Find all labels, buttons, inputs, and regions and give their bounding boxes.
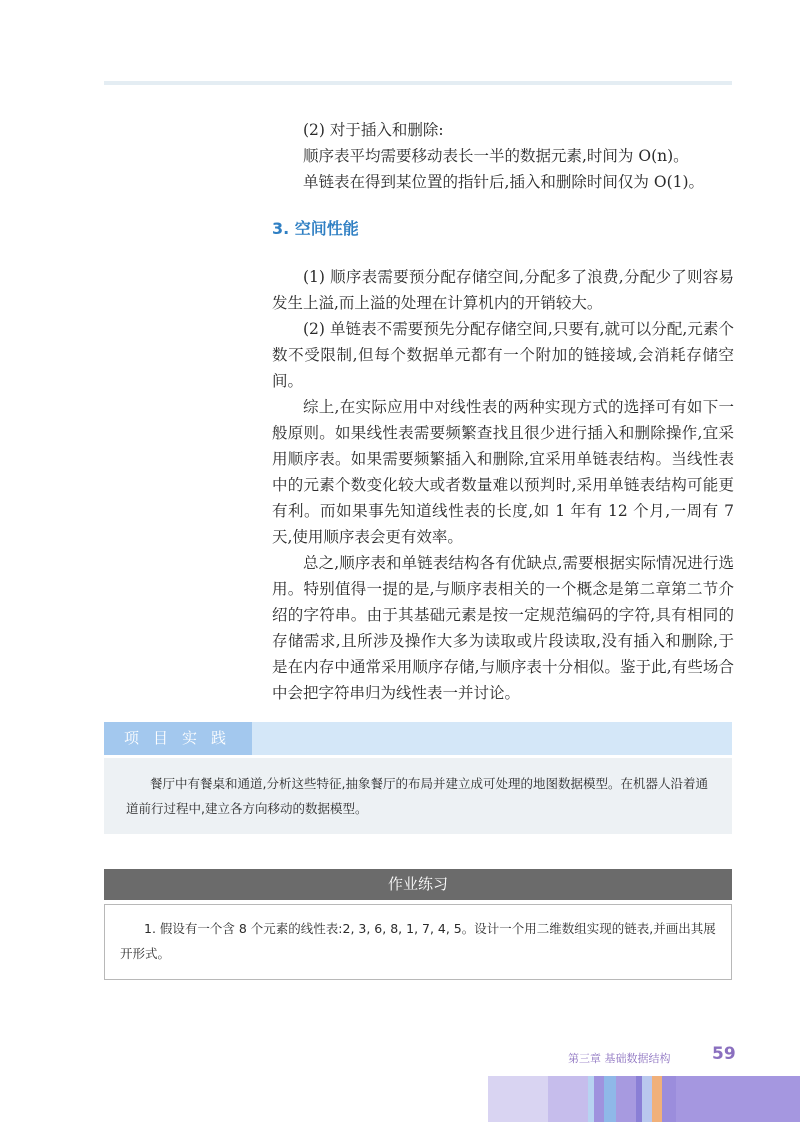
stripe [652, 1076, 662, 1122]
project-practice-text: 餐厅中有餐桌和通道,分析这些特征,抽象餐厅的布局并建立成可处理的地图数据模型。在机器人沿着通道前行过程中,建立各方向移动的数据模型。 [126, 776, 708, 816]
section-heading: 3. 空间性能 [272, 219, 359, 238]
decorative-stripes [488, 1076, 800, 1122]
text-line: 顺序表平均需要移动表长一半的数据元素,时间为 O(n)。 [303, 147, 689, 165]
homework-text: 1. 假设有一个含 8 个元素的线性表:2, 3, 6, 8, 1, 7, 4, 5。设计一个用二维数组实现的链表,并画出其展开形式。 [120, 921, 716, 961]
project-practice-header [104, 722, 732, 755]
paragraph: 总之,顺序表和单链表结构各有优缺点,需要根据实际情况进行选用。特别值得一提的是,与顺序表相关的一个概念是第二章第二节介绍的字符串。由于其基础元素是按一定规范编码的字符,具有相同的存储需求,且所涉及操作大多为读取或片段读取,没有插入和删除,于是在内存中通常采用顺序存储,与顺序表十分相似。鉴于此,有些场合中会把字符串归为线性表一并讨论。 [272, 554, 734, 702]
project-practice-box [104, 758, 732, 834]
stripe [642, 1076, 652, 1122]
homework-header: 作业练习 [104, 869, 732, 900]
insert-delete-section [272, 117, 734, 195]
stripe [616, 1076, 636, 1122]
stripe [604, 1076, 616, 1122]
text-line: 单链表在得到某位置的指针后,插入和删除时间仅为 O(1)。 [303, 173, 705, 191]
header-rule [104, 81, 732, 85]
stripe [662, 1076, 676, 1122]
paragraph: 综上,在实际应用中对线性表的两种实现方式的选择可有如下一般原则。如果线性表需要频繁查找且很少进行插入和删除操作,宜采用顺序表。如果需要频繁插入和删除,宜采用单链表结构。当线性表中的元素个数变化较大或者数量难以预判时,采用单链表结构可能更有利。而如果事先知道线性表的长度,如 1 年有 12 个月,一周有 7 天,使用顺序表会更有效率。 [272, 398, 734, 546]
stripe [676, 1076, 800, 1122]
stripe [594, 1076, 604, 1122]
paragraph: (2) 单链表不需要预先分配存储空间,只要有,就可以分配,元素个数不受限制,但每个数据单元都有一个附加的链接域,会消耗存储空间。 [272, 320, 734, 390]
text-line: (2) 对于插入和删除: [303, 121, 444, 139]
stripe [548, 1076, 588, 1122]
project-practice-tab: 项目实践 [104, 722, 252, 755]
page-number: 59 [712, 1044, 736, 1064]
stripe [488, 1076, 548, 1122]
paragraph: (1) 顺序表需要预分配存储空间,分配多了浪费,分配少了则容易发生上溢,而上溢的处理在计算机内的开销较大。 [272, 268, 734, 312]
footer-chapter-title: 第三章 基础数据结构 [568, 1052, 671, 1065]
space-performance-section [272, 264, 734, 706]
homework-box [104, 904, 732, 980]
